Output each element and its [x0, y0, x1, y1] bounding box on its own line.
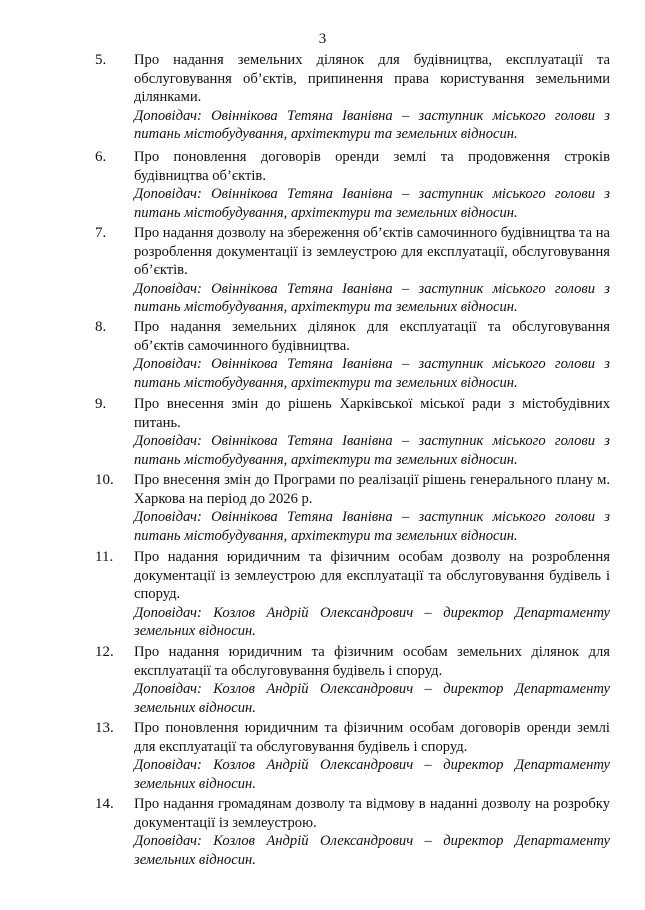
item-title: Про надання дозволу на збереження об’єктів самочинного будівництва та на розроблення документації із землеустрою для експлуатації, обслуговування об’єктів.	[134, 225, 610, 278]
item-speaker: Доповідач: Овіннікова Тетяна Іванівна – заступник міського голови з питань містобудування, архітектури та земельних відносин.	[134, 433, 610, 468]
item-speaker: Доповідач: Козлов Андрій Олександрович – директор Департаменту земельних відносин.	[134, 833, 610, 868]
item-number: 6.	[95, 149, 107, 165]
item-content	[134, 471, 610, 545]
item-speaker: Доповідач: Овіннікова Тетяна Іванівна – заступник міського голови з питань містобудування, архітектури та земельних відносин.	[134, 107, 610, 142]
item-content	[134, 51, 610, 144]
item-speaker: Доповідач: Козлов Андрій Олександрович – директор Департаменту земельних відносин.	[134, 681, 610, 716]
item-content	[134, 318, 610, 392]
item-number: 8.	[95, 319, 107, 335]
item-speaker: Доповідач: Овіннікова Тетяна Іванівна – заступник міського голови з питань містобудування, архітектури та земельних відносин.	[134, 509, 610, 544]
page-number: 3	[318, 31, 327, 47]
item-content	[134, 548, 610, 641]
item-content	[134, 224, 610, 317]
item-title: Про поновлення договорів оренди землі та продовження строків будівництва об’єктів.	[134, 149, 610, 184]
item-number: 12.	[95, 644, 114, 660]
item-title: Про внесення змін до Програми по реалізації рішень генерального плану м. Харкова на період до 2026 р.	[134, 472, 610, 507]
item-title: Про поновлення юридичним та фізичним особам договорів оренди землі для експлуатації та обслуговування будівель і споруд.	[134, 720, 610, 755]
item-content	[134, 395, 610, 469]
item-speaker: Доповідач: Овіннікова Тетяна Іванівна – заступник міського голови з питань містобудування, архітектури та земельних відносин.	[134, 356, 610, 391]
item-content	[134, 795, 610, 869]
item-title: Про надання юридичним та фізичним особам земельних ділянок для експлуатації та обслуговування будівель і споруд.	[134, 644, 610, 679]
item-number: 11.	[95, 549, 114, 565]
item-number: 13.	[95, 720, 114, 736]
item-content	[134, 719, 610, 793]
item-speaker: Доповідач: Овіннікова Тетяна Іванівна – заступник міського голови з питань містобудування, архітектури та земельних відносин.	[134, 280, 610, 315]
item-content	[134, 643, 610, 717]
item-title: Про внесення змін до рішень Харківської міської ради з містобудівних питань.	[134, 396, 610, 431]
item-title: Про надання земельних ділянок для експлуатації та обслуговування об’єктів самочинного будівництва.	[134, 319, 610, 354]
item-number: 9.	[95, 396, 107, 412]
item-speaker: Доповідач: Козлов Андрій Олександрович – директор Департаменту земельних відносин.	[134, 757, 610, 792]
item-content	[134, 148, 610, 222]
item-number: 10.	[95, 472, 114, 488]
item-number: 7.	[95, 225, 107, 241]
item-number: 5.	[95, 52, 107, 68]
item-title: Про надання громадянам дозволу та відмову в наданні дозволу на розробку документації із землеустрою.	[134, 796, 610, 831]
item-speaker: Доповідач: Козлов Андрій Олександрович – директор Департаменту земельних відносин.	[134, 604, 610, 639]
item-speaker: Доповідач: Овіннікова Тетяна Іванівна – заступник міського голови з питань містобудування, архітектури та земельних відносин.	[134, 186, 610, 221]
item-title: Про надання юридичним та фізичним особам дозволу на розроблення документації із землеустрою для експлуатації та обслуговування будівель і споруд.	[134, 549, 610, 602]
item-number: 14.	[95, 796, 114, 812]
item-title: Про надання земельних ділянок для будівництва, експлуатації та обслуговування об’єктів, припинення права користування земельними ділянками.	[134, 52, 610, 105]
